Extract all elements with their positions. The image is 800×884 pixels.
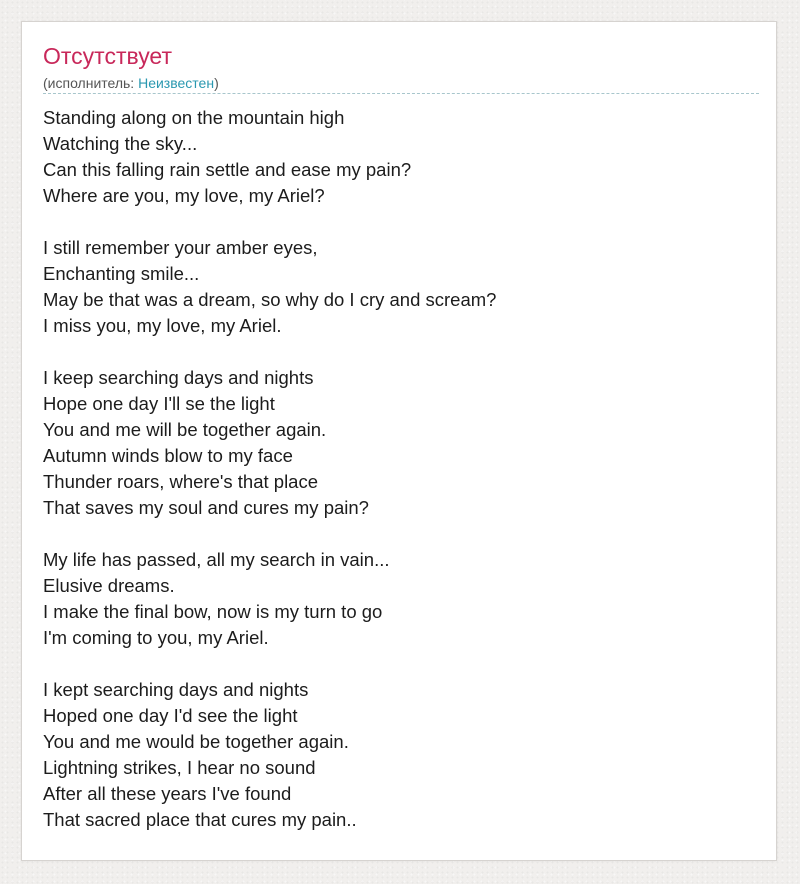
lyric-line: You and me will be together again. bbox=[43, 419, 327, 440]
lyric-line: Where are you, my love, my Ariel? bbox=[43, 185, 325, 206]
song-title: Отсутствует bbox=[43, 43, 172, 69]
lyric-line: Autumn winds blow to my face bbox=[43, 445, 293, 466]
lyric-line: My life has passed, all my search in vain... bbox=[43, 549, 390, 570]
lyric-line: I keep searching days and nights bbox=[43, 367, 314, 388]
lyric-line: I'm coming to you, my Ariel. bbox=[43, 627, 269, 648]
artist-link[interactable]: Неизвестен bbox=[138, 75, 215, 91]
lyric-line: That sacred place that cures my pain.. bbox=[43, 809, 357, 830]
lyric-line: I miss you, my love, my Ariel. bbox=[43, 315, 282, 336]
lyric-line: Thunder roars, where's that place bbox=[43, 471, 319, 492]
stanza-break bbox=[43, 651, 759, 677]
lyric-line: Watching the sky... bbox=[43, 133, 198, 154]
lyric-line: You and me would be together again. bbox=[43, 731, 349, 752]
lyric-line: Lightning strikes, I hear no sound bbox=[43, 757, 316, 778]
stanza-break bbox=[43, 339, 759, 365]
lyric-line: That saves my soul and cures my pain? bbox=[43, 497, 369, 518]
lyric-line: Standing along on the mountain high bbox=[43, 107, 345, 128]
lyric-line: I kept searching days and nights bbox=[43, 679, 309, 700]
stanza-break bbox=[43, 209, 759, 235]
lyric-line: Elusive dreams. bbox=[43, 575, 175, 596]
artist-suffix: ) bbox=[214, 75, 219, 91]
lyric-line: Hope one day I'll se the light bbox=[43, 393, 275, 414]
artist-line bbox=[43, 74, 759, 94]
lyric-line: May be that was a dream, so why do I cry and scream? bbox=[43, 289, 497, 310]
lyric-line: I still remember your amber eyes, bbox=[43, 237, 318, 258]
lyrics-card bbox=[21, 21, 777, 861]
lyric-line: After all these years I've found bbox=[43, 783, 292, 804]
lyric-line: Enchanting smile... bbox=[43, 263, 200, 284]
lyric-line: Can this falling rain settle and ease my pain? bbox=[43, 159, 412, 180]
lyric-line: I make the final bow, now is my turn to go bbox=[43, 601, 383, 622]
artist-prefix: (исполнитель: bbox=[43, 75, 139, 91]
stanza-break bbox=[43, 521, 759, 547]
lyrics-text bbox=[43, 105, 759, 833]
lyric-line: Hoped one day I'd see the light bbox=[43, 705, 298, 726]
